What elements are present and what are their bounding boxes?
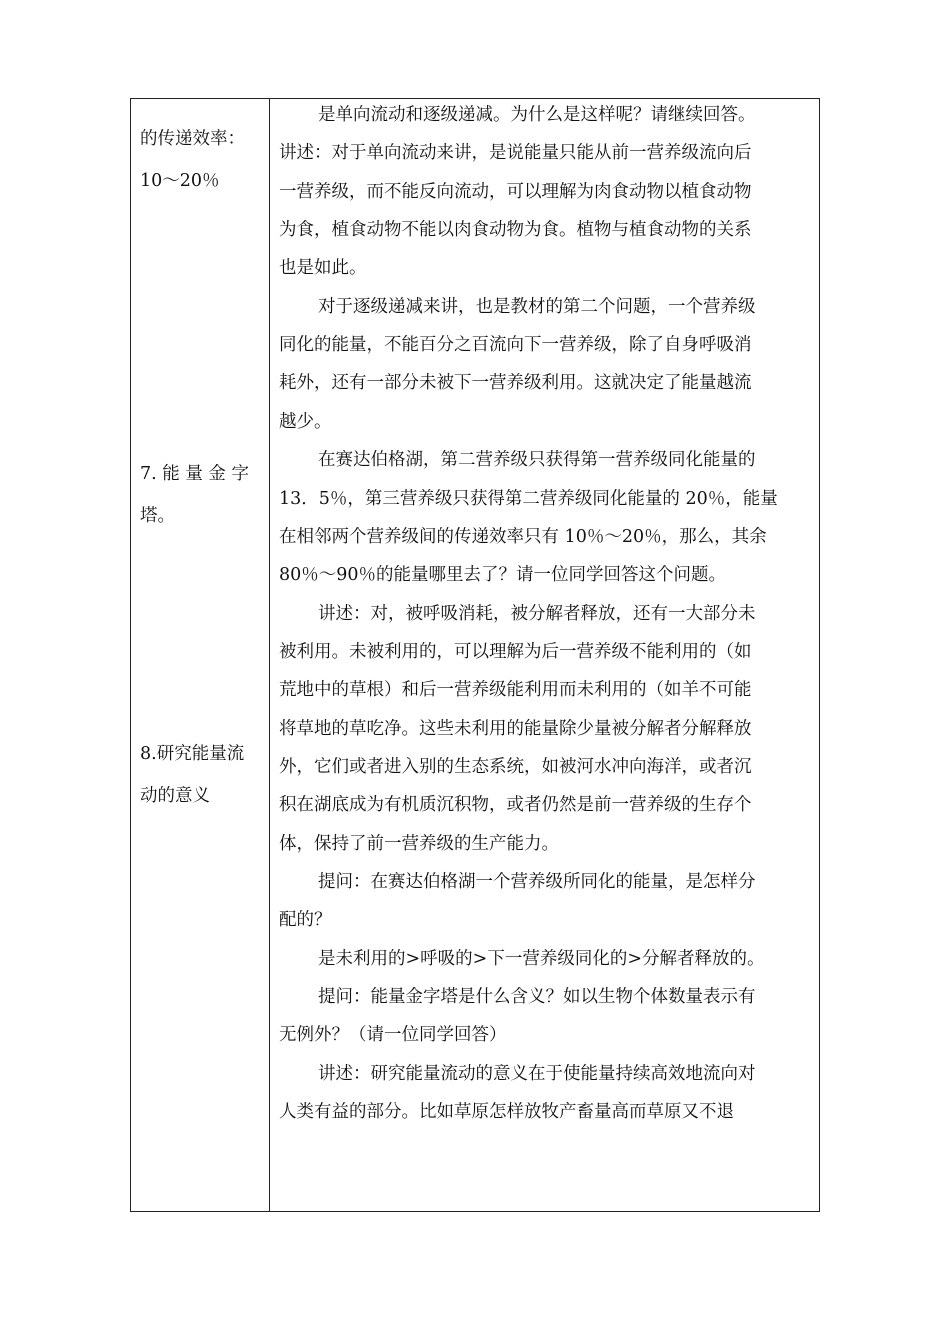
content-line: 外，它们或者进入别的生态系统，如被河水冲向海洋，或者沉 bbox=[279, 756, 752, 777]
topic-line: 塔。 bbox=[140, 506, 175, 526]
topic-line: 7. 能 量 金 字 bbox=[140, 464, 249, 484]
lesson-table bbox=[130, 98, 820, 1212]
content-line: 是未利用的>呼吸的>下一营养级同化的>分解者释放的。 bbox=[318, 948, 765, 969]
content-line: 人类有益的部分。比如草原怎样放牧产畜量高而草原又不退 bbox=[279, 1102, 734, 1123]
content-column bbox=[270, 99, 819, 1211]
content-line: 为食，植食动物不能以肉食动物为食。植物与植食动物的关系 bbox=[279, 220, 752, 241]
topic-line: 8.研究能量流 bbox=[140, 744, 245, 764]
topic-line: 的传递效率： bbox=[140, 129, 245, 149]
content-line: 提问：能量金字塔是什么含义？如以生物个体数量表示有 bbox=[318, 987, 756, 1008]
content-line: 同化的能量，不能百分之百流向下一营养级，除了自身呼吸消 bbox=[279, 335, 752, 356]
content-line: 讲述：对，被呼吸消耗，被分解者释放，还有一大部分未 bbox=[318, 603, 756, 624]
content-line: 提问：在赛达伯格湖一个营养级所同化的能量，是怎样分 bbox=[318, 872, 756, 892]
content-line: 耗外，还有一部分未被下一营养级利用。这就决定了能量越流 bbox=[279, 373, 752, 394]
content-line: 越少。 bbox=[279, 411, 332, 432]
content-line: 将草地的草吃净。这些未利用的能量除少量被分解者分解释放 bbox=[279, 718, 752, 739]
content-line: 无例外？（请一位同学回答） bbox=[279, 1025, 507, 1046]
content-line: 配的？ bbox=[279, 910, 332, 931]
content-line: 13．5％，第三营养级只获得第二营养级同化能量的 20％，能量 bbox=[279, 488, 778, 509]
content-line: 一营养级，而不能反向流动，可以理解为肉食动物以植食动物 bbox=[279, 181, 752, 202]
content-line: 80％～90％的能量哪里去了？请一位同学回答这个问题。 bbox=[279, 565, 727, 586]
topic-column bbox=[131, 99, 269, 1211]
content-line: 是单向流动和逐级递减。为什么是这样呢？请继续回答。 bbox=[318, 105, 756, 125]
content-line: 对于逐级递减来讲，也是教材的第二个问题，一个营养级 bbox=[318, 296, 756, 317]
content-line: 被利用。未被利用的，可以理解为后一营养级不能利用的（如 bbox=[279, 641, 752, 662]
content-line: 也是如此。 bbox=[279, 258, 367, 279]
topic-line: 动的意义 bbox=[140, 786, 210, 806]
content-line: 在相邻两个营养级间的传递效率只有 10％～20％，那么，其余 bbox=[279, 526, 767, 547]
content-line: 积在湖底成为有机质沉积物，或者仍然是前一营养级的生存个 bbox=[279, 795, 752, 816]
topic-line: 10～20％ bbox=[140, 171, 220, 191]
content-line: 讲述：对于单向流动来讲，是说能量只能从前一营养级流向后 bbox=[279, 143, 752, 164]
content-line: 荒地中的草根）和后一营养级能利用而未利用的（如羊不可能 bbox=[279, 680, 752, 701]
content-line: 讲述：研究能量流动的意义在于使能量持续高效地流向对 bbox=[318, 1063, 756, 1084]
content-line: 在赛达伯格湖，第二营养级只获得第一营养级同化能量的 bbox=[318, 450, 756, 471]
content-line: 体，保持了前一营养级的生产能力。 bbox=[279, 833, 559, 854]
